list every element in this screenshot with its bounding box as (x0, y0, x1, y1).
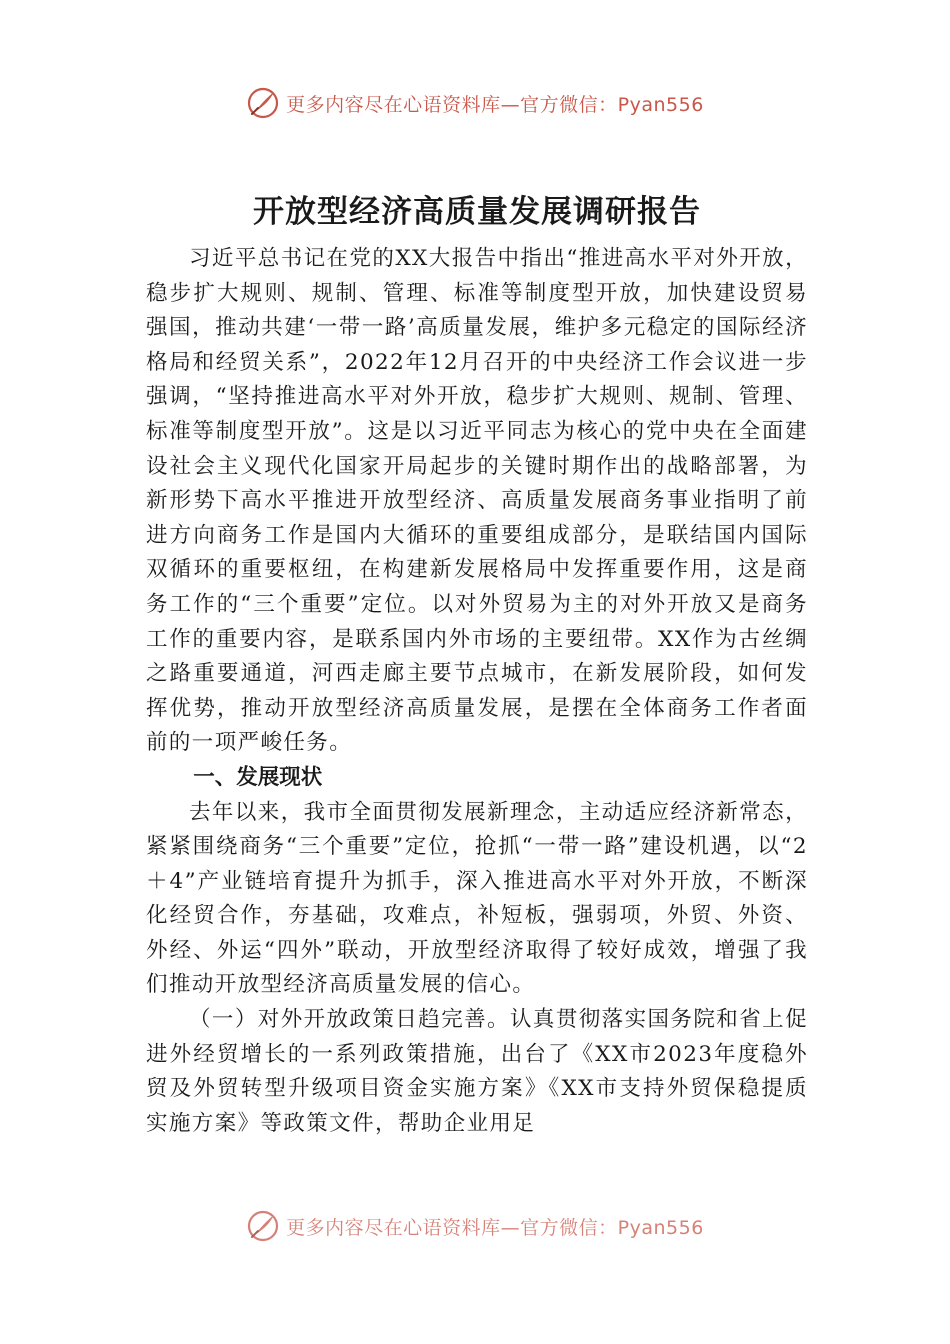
subsection-paragraph: （一）对外开放政策日趋完善。认真贯彻落实国务院和省上促进外经贸增长的一系列政策措施，出台了《XX市2023年度稳外贸及外贸转型升级项目资金实施方案》《XX市支持外贸保稳提质实施方案》等政策文件，帮助企业用足 (146, 1007, 808, 1136)
watermark-footer (0, 1206, 950, 1246)
watermark-header (0, 83, 950, 123)
quill-logo-icon (246, 86, 280, 120)
section-heading: 一、发展现状 (193, 764, 323, 790)
watermark-text: 更多内容尽在心语资料库—官方微信：Pyan556 (286, 93, 704, 116)
section-paragraph: 去年以来，我市全面贯彻发展新理念，主动适应经济新常态，紧紧围绕商务“三个重要”定位，抢抓“一带一路”建设机遇，以“2＋4”产业链培育提升为抓手，深入推进高水平对外开放，不断深化经贸合作，夯基础，攻难点，补短板，强弱项，外贸、外资、外经、外运“四外”联动，开放型经济取得了较好成效，增强了我们推动开放型经济高质量发展的信心。 (146, 799, 808, 998)
document-body (146, 180, 808, 1220)
quill-logo-icon (246, 1209, 280, 1243)
watermark-text: 更多内容尽在心语资料库—官方微信：Pyan556 (286, 1216, 704, 1239)
document-title: 开放型经济高质量发展调研报告 (253, 194, 701, 230)
intro-paragraph: 习近平总书记在党的XX大报告中指出“推进高水平对外开放，稳步扩大规则、规制、管理、标准等制度型开放，加快建设贸易强国，推动共建‘一带一路’高质量发展，维护多元稳定的国际经济格局和经贸关系”，2022年12月召开的中央经济工作会议进一步强调，“坚持推进高水平对外开放，稳步扩大规则、规制、管理、标准等制度型开放”。这是以习近平同志为核心的党中央在全面建设社会主义现代化国家开局起步的关键时期作出的战略部署，为新形势下高水平推进开放型经济、高质量发展商务事业指明了前进方向商务工作是国内大循环的重要组成部分，是联结国内国际双循环的重要枢纽，在构建新发展格局中发挥重要作用，这是商务工作的“三个重要”定位。以对外贸易为主的对外开放又是商务工作的重要内容，是联系国内外市场的主要纽带。XX作为古丝绸之路重要通道，河西走廊主要节点城市，在新发展阶段，如何发挥优势，推动开放型经济高质量发展，是摆在全体商务工作者面前的一项严峻任务。 (146, 246, 808, 756)
